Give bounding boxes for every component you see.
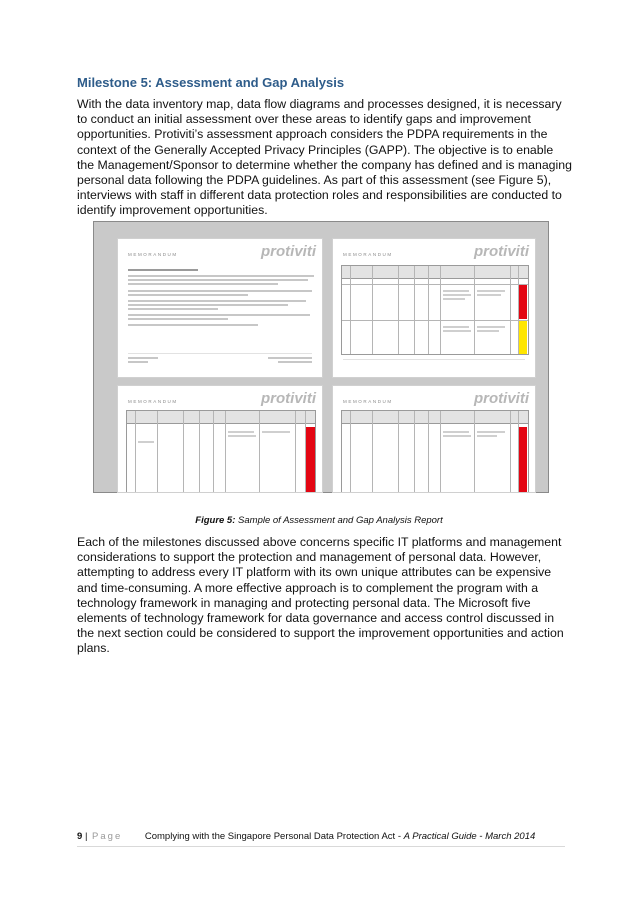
page-footer (77, 831, 535, 842)
report-sample-figure (93, 221, 549, 493)
memo-label: MEMORANDUM (128, 252, 178, 257)
page-word: Page (92, 831, 123, 842)
footer-doc-title: Complying with the Singapore Personal Data Protection Act - (144, 831, 404, 842)
footer-separator: | (84, 831, 88, 842)
footer-doc-subtitle: A Practical Guide - March 2014 (403, 831, 536, 842)
section-heading: Milestone 5: Assessment and Gap Analysis (77, 75, 345, 90)
assessment-table (126, 410, 316, 493)
memo-label: MEMORANDUM (128, 399, 178, 404)
intro-paragraph: With the data inventory map, data flow diagrams and processes designed, it is necessary to conduct an initial assessment over these areas to identify gaps and improvement opportunities. Protiviti’s assessment approach considers the PDPA requirements in the context of the Generally Accepted Privacy Principles (GAPP). The objective is to enable the Management/Sponsor to determine whether the company has defined and is managing personal data following the PDPA guidelines. As part of this assessment (see Figure 5), interviews with staff in different data protection roles and responsibilities are conducted to identify improvement opportunities. (77, 97, 572, 218)
protiviti-logo: protiviti (261, 390, 316, 407)
footer-divider (77, 846, 565, 847)
figure-caption-label: Figure 5: (195, 515, 236, 526)
status-red-marker (306, 427, 315, 493)
closing-paragraph: Each of the milestones discussed above concerns specific IT platforms and management considerations to support the protection and management of personal data. However, attempting to address every IT platform with its own unique attributes can be expensive and time-consuming. A more effective approach is to complement the program with a technology framework in managing and protecting personal data. The Microsoft five elements of technology framework for data governance and access control discussed in the next section could be considered to support the improvement opportunities and action plans. (77, 535, 564, 656)
assessment-table (341, 410, 529, 493)
figure-caption (0, 515, 638, 526)
report-page-assessment-table-3 (332, 385, 536, 493)
page-number: 9 (77, 831, 83, 842)
report-page-memo-text (117, 238, 323, 378)
status-red-marker (519, 427, 527, 493)
protiviti-logo: protiviti (261, 243, 316, 260)
assessment-table (341, 265, 529, 355)
protiviti-logo: protiviti (474, 243, 529, 260)
protiviti-logo: protiviti (474, 390, 529, 407)
report-page-assessment-table (332, 238, 536, 378)
status-red-marker (519, 285, 527, 319)
figure-caption-text: Sample of Assessment and Gap Analysis Report (238, 515, 443, 526)
memo-label: MEMORANDUM (343, 399, 393, 404)
memo-label: MEMORANDUM (343, 252, 393, 257)
report-page-assessment-table-2 (117, 385, 323, 493)
status-yellow-marker (519, 321, 527, 354)
